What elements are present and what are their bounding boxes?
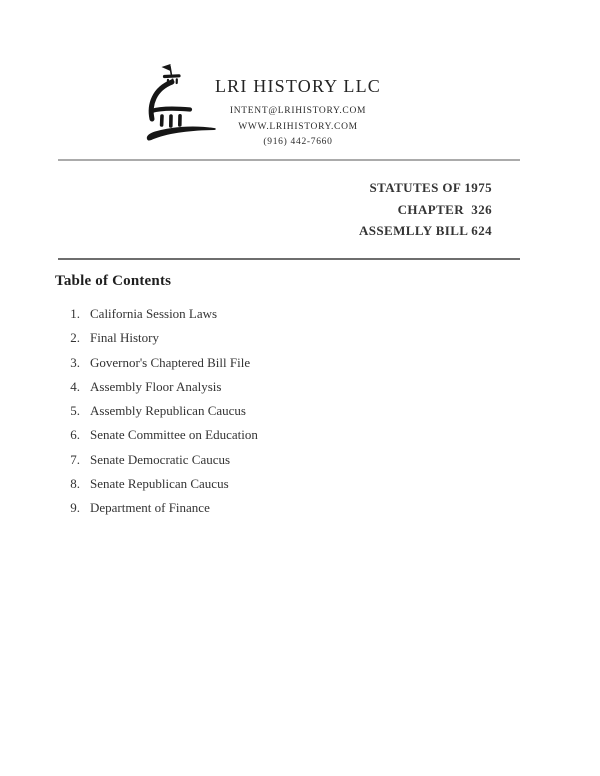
toc-item bbox=[58, 306, 258, 330]
toc-item-number: 4. bbox=[70, 378, 80, 394]
toc-item bbox=[58, 452, 258, 476]
email-text: INTENT@LRIHISTORY.COM bbox=[229, 106, 367, 116]
company-name: LRI HISTORY LLC bbox=[214, 76, 381, 96]
toc-list bbox=[58, 306, 258, 525]
toc-item bbox=[58, 476, 258, 500]
toc-item-label: Senate Democratic Caucus bbox=[90, 451, 231, 467]
toc-item bbox=[58, 330, 258, 354]
letterhead bbox=[203, 76, 393, 151]
toc-item-number: 6. bbox=[70, 427, 80, 443]
chapter-line: CHAPTER 326 bbox=[397, 201, 492, 217]
toc-item-number: 3. bbox=[70, 354, 80, 370]
website-text: WWW.LRIHISTORY.COM bbox=[238, 121, 358, 132]
toc-item bbox=[58, 403, 258, 427]
toc-item-number: 7. bbox=[70, 451, 80, 467]
statutes-line: STATUTES OF 1975 bbox=[369, 180, 492, 195]
toc-item-number: 9. bbox=[70, 500, 80, 516]
phone-text: (916) 442-7660 bbox=[263, 137, 333, 147]
toc-item-label: Department of Finance bbox=[90, 500, 210, 516]
toc-item bbox=[58, 379, 258, 403]
toc-item bbox=[58, 500, 258, 524]
toc-item-number: 5. bbox=[70, 403, 80, 419]
toc-item-number: 2. bbox=[70, 330, 80, 346]
toc-item bbox=[58, 355, 258, 379]
toc-item-label: Senate Republican Caucus bbox=[90, 476, 229, 492]
toc-item-number: 1. bbox=[70, 306, 80, 321]
toc-item-label: Governor's Chaptered Bill File bbox=[90, 354, 251, 370]
bill-reference-block bbox=[359, 177, 492, 242]
toc-item-label: California Session Laws bbox=[90, 306, 218, 321]
toc-item bbox=[58, 427, 258, 451]
toc-item-label: Final History bbox=[90, 330, 159, 346]
horizontal-rule-top bbox=[58, 159, 520, 161]
toc-item-label: Senate Committee on Education bbox=[90, 427, 258, 443]
horizontal-rule-bottom bbox=[58, 258, 520, 260]
toc-item-label: Assembly Republican Caucus bbox=[90, 403, 246, 419]
toc-title: Table of Contents bbox=[55, 273, 172, 289]
toc-item-number: 8. bbox=[70, 476, 80, 492]
toc-item-label: Assembly Floor Analysis bbox=[90, 378, 222, 394]
assembly-bill-line: ASSEMLLY BILL 624 bbox=[359, 223, 492, 238]
